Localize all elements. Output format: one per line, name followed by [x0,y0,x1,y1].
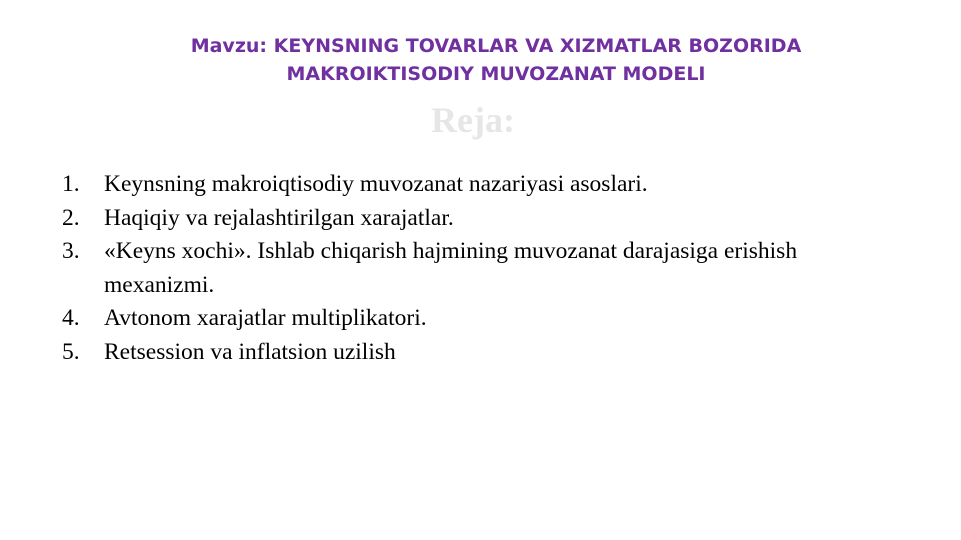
list-item [62,235,862,302]
list-item [62,302,862,336]
list-item-text: Retsession va inflatsion uzilish [104,338,396,365]
list-item-number: 5. [62,338,80,365]
list-item-number: 1. [62,171,80,197]
list-item-text: Avtonom xarajatlar multiplikatori. [104,305,427,331]
list-item [62,168,862,202]
slide-title-line-2: MAKROIKTISODIY MUVOZANAT MODELI [286,63,706,85]
list-item-number: 4. [62,305,80,331]
slide-title-line-1: Mavzu: KEYNSNING TOVARLAR VA XIZMATLAR BOZORIDA [190,35,802,57]
list-item-number: 3. [62,238,80,264]
plan-heading: Reja: [431,100,515,140]
list-item-text: Haqiqiy va rejalashtirilgan xarajatlar. [104,204,454,231]
list-item-text: Keynsning makroiqtisodiy muvozanat nazariyasi asoslari. [104,171,648,197]
list-item [62,336,862,370]
slide-title [0,32,961,88]
list-item-number: 2. [62,204,80,231]
list-item [62,202,862,236]
list-item-text: «Keyns xochi». Ishlab chiqarish hajmining muvozanat darajasiga erishish mexanizmi. [104,238,798,298]
plan-list [62,168,862,369]
